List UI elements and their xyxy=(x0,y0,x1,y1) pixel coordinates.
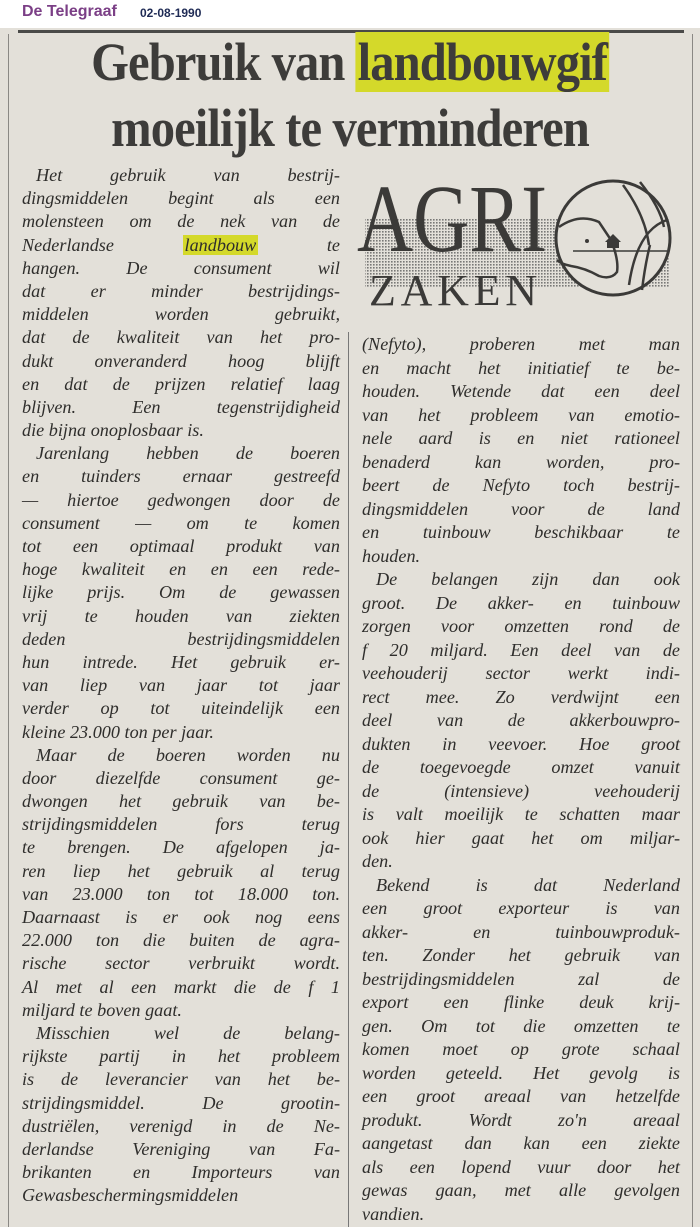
text-line: akker- en tuinbouwproduk- xyxy=(362,921,680,942)
logo-zaken: ZAKEN xyxy=(369,266,537,310)
text-line: ook hier gaat het om miljar- xyxy=(362,827,680,848)
paragraph xyxy=(362,333,680,568)
text-line: lijke prijs. Om de gewassen xyxy=(22,582,340,603)
text-line: gewas gaan, met alle gevolgen xyxy=(362,1180,680,1200)
text-line: strijdingsmiddel. De grootin- xyxy=(22,1092,340,1113)
text-line: dukt onveranderd hoog blijft xyxy=(22,350,340,371)
paragraph xyxy=(22,442,340,743)
text-line: dat de kwaliteit van het pro- xyxy=(22,327,340,348)
paragraph xyxy=(362,568,680,874)
text-line: zorgen voor omzetten rond de xyxy=(362,616,680,636)
text-line: en tuinbouw beschikbaar te xyxy=(362,522,680,542)
paragraph xyxy=(362,874,680,1227)
text-line: deden bestrijdingsmiddelen xyxy=(22,628,340,649)
text-line: rijkste partij in het probleem xyxy=(22,1046,340,1067)
text-line: hoge kwaliteit en en een rede- xyxy=(22,559,340,580)
text-line: middelen worden gebruikt, xyxy=(22,304,340,325)
text-line: tot een optimaal produkt van xyxy=(22,536,340,556)
text-line: vandien. xyxy=(362,1203,425,1224)
text-line: vrij te houden van ziekten xyxy=(22,605,340,626)
text-line: rect mee. Zo verdwijnt een xyxy=(362,686,680,707)
text-line: Al met al een markt die de f 1 xyxy=(22,976,340,997)
text-line: Nederlandse landbouw te xyxy=(22,234,340,255)
left-border xyxy=(8,34,9,1227)
text-line: derlandse Vereniging van Fa- xyxy=(22,1138,340,1159)
text-line: bestrijdingsmiddelen zal de xyxy=(362,968,680,989)
highlighted-term: landbouw xyxy=(184,234,257,255)
text-line: en tuinders ernaar gestreefd xyxy=(22,466,340,487)
text-line: den. xyxy=(362,851,393,871)
text-line: aangetast dan kan een ziekte xyxy=(362,1133,680,1153)
text-line: De belangen zijn dan ook xyxy=(376,569,680,589)
text-line: (Nefyto), proberen met man xyxy=(362,334,680,354)
text-line: veehouderij sector werkt indi- xyxy=(362,663,680,683)
text-line: hun intrede. Het gebruik er- xyxy=(22,651,340,672)
text-line: nele aard is en niet rationeel xyxy=(362,428,680,448)
text-line: dukten in veevoer. Hoe groot xyxy=(362,733,680,754)
text-line: en macht het initiatief te be- xyxy=(362,357,680,378)
article-column-2 xyxy=(362,333,680,1226)
text-line: is de leverancier van het be- xyxy=(22,1069,340,1090)
text-line: dwongen het gebruik van be- xyxy=(22,791,340,812)
text-line: ten. Zonder het gebruik van xyxy=(362,945,680,965)
text-line: beert de Nefyto toch bestrij- xyxy=(362,475,680,495)
text-line: Jarenlang hebben de boeren xyxy=(36,443,340,464)
text-line: houden. xyxy=(362,545,421,566)
text-line: Daarnaast is er ook nog eens xyxy=(22,907,340,927)
text-line: consument — om te komen xyxy=(22,512,340,533)
text-line: is valt moeilijk te schatten maar xyxy=(362,804,680,824)
paragraph xyxy=(22,744,340,1022)
text-line: produkt. Wordt zo'n areaal xyxy=(362,1109,680,1130)
text-line: Misschien wel de belang- xyxy=(36,1022,340,1043)
text-line: dingsmiddelen begint als een xyxy=(22,188,340,209)
text-line: dat er minder bestrijdings- xyxy=(22,280,340,301)
text-line: brikanten en Importeurs van xyxy=(22,1162,340,1183)
text-line: Bekend is dat Nederland xyxy=(376,874,680,895)
text-line: strijdingsmiddelen fors terug xyxy=(22,814,340,835)
column-divider xyxy=(348,332,349,1227)
text-line: verder op tot uiteindelijk een xyxy=(22,698,340,719)
text-line: de toegevoegde omzet vanuit xyxy=(362,757,680,777)
text-line: Het gebruik van bestrij- xyxy=(36,165,340,185)
text-line: 22.000 ton die buiten de agra- xyxy=(22,930,340,951)
text-line: gen. Om tot die omzetten te xyxy=(362,1015,680,1036)
text-line: een groot areaal van hetzelfde xyxy=(362,1086,680,1106)
text-line: miljard te boven gaat. xyxy=(22,999,182,1020)
text-line: deel van de akkerbouwpro- xyxy=(362,710,680,730)
highlighted-term: landbouwgif xyxy=(357,32,608,92)
publication-date: 02-08-1990 xyxy=(140,6,202,20)
text-line: Maar de boeren worden nu xyxy=(36,744,340,765)
text-line: rische sector verbruikt wordt. xyxy=(22,953,340,974)
text-line: komen moet op grote schaal xyxy=(362,1039,680,1059)
text-line: van liep van jaar tot jaar xyxy=(22,675,340,696)
logo-agri: AGRI xyxy=(357,165,547,272)
text-line: — hiertoe gedwongen door de xyxy=(22,489,340,510)
cow-wheat-icon xyxy=(556,181,670,295)
paragraph xyxy=(22,1022,340,1208)
text-line: dustriëlen, verenigd in de Ne- xyxy=(22,1115,340,1136)
text-line: ren liep het gebruik al terug xyxy=(22,860,340,881)
text-line: hangen. De consument wil xyxy=(22,257,340,278)
text-line: groot. De akker- en tuinbouw xyxy=(362,592,680,613)
text-line: van het probleem van emotio- xyxy=(362,404,680,425)
right-border xyxy=(692,34,693,1227)
text-line: dingsmiddelen voor de land xyxy=(362,498,680,519)
text-line: export een flinke deuk krij- xyxy=(362,992,680,1012)
source-header xyxy=(0,0,700,28)
text-line: f 20 miljard. Een deel van de xyxy=(362,639,680,660)
text-line: een groot exporteur is van xyxy=(362,898,680,918)
text-line: en dat de prijzen relatief laag xyxy=(22,373,340,394)
text-line: Gewasbeschermingsmiddelen xyxy=(22,1185,239,1206)
text-line: houden. Wetende dat een deel xyxy=(362,381,680,401)
text-line: als een lopend vuur door het xyxy=(362,1156,680,1177)
text-line: benaderd kan worden, pro- xyxy=(362,451,680,472)
agri-zaken-logo xyxy=(355,165,690,310)
paragraph xyxy=(22,164,340,442)
publication-name: De Telegraaf xyxy=(22,3,117,20)
text-line: molensteen om de nek van de xyxy=(22,211,340,232)
text-line: de (intensieve) veehouderij xyxy=(362,780,680,801)
headline-line-1: Gebruik van landbouwgif xyxy=(91,32,608,92)
text-line: blijven. Een tegenstrijdigheid xyxy=(22,396,340,417)
article-column-1 xyxy=(22,164,340,1207)
text-line: van 23.000 ton tot 18.000 ton. xyxy=(22,883,340,904)
headline-line-2: moeilijk te verminderen xyxy=(111,98,589,158)
text-line: kleine 23.000 ton per jaar. xyxy=(22,721,214,742)
text-line: te brengen. De afgelopen ja- xyxy=(22,837,340,858)
text-line: worden geteeld. Het gevolg is xyxy=(362,1062,680,1083)
text-line: die bijna onoplosbaar is. xyxy=(22,420,204,441)
text-line: door diezelfde consument ge- xyxy=(22,767,340,788)
